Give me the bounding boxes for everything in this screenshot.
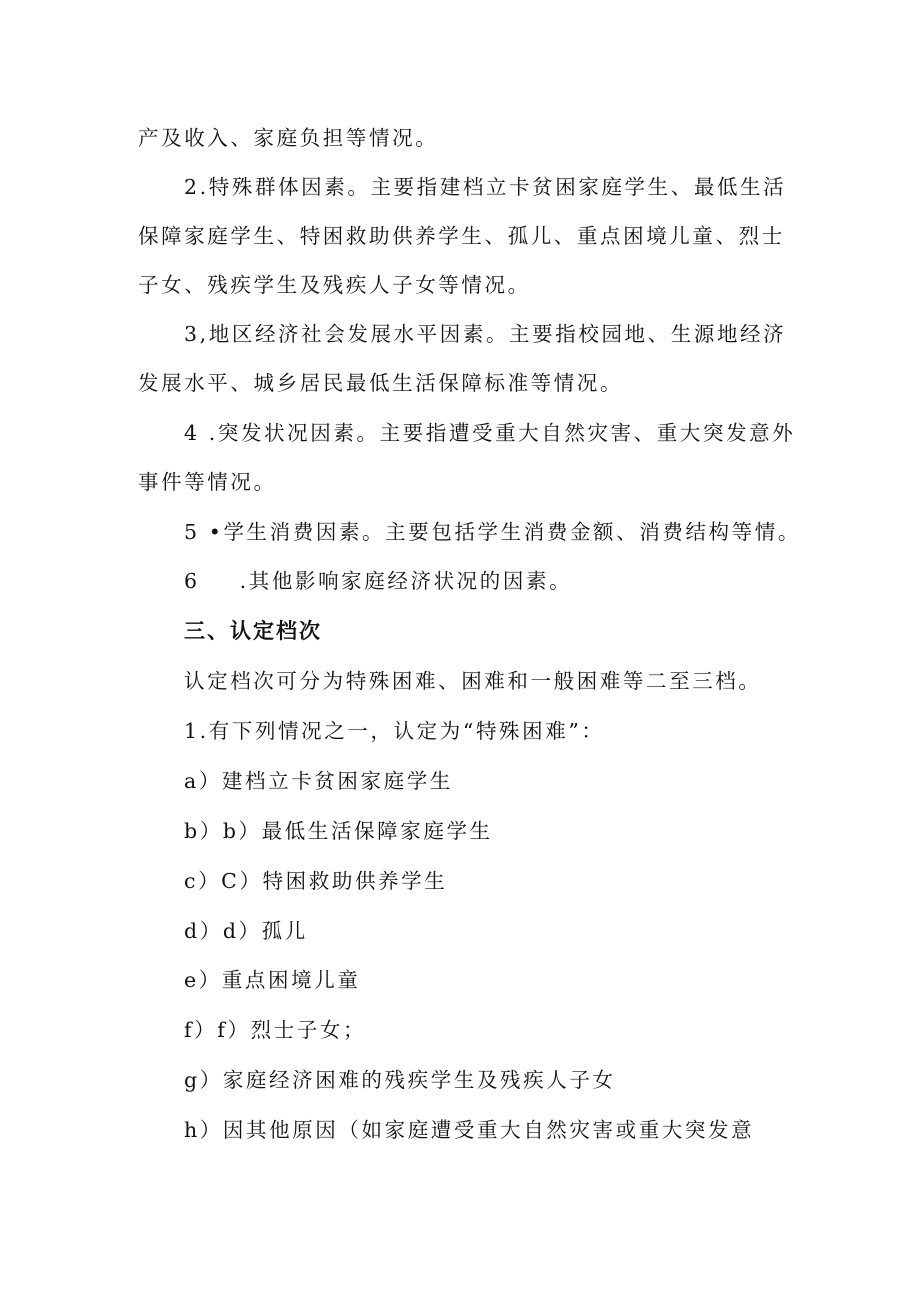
paragraph-line: 3,地区经济社会发展水平因素。主要指校园地、生源地经济 — [184, 322, 787, 346]
paragraph-line: 保障家庭学生、特困救助供养学生、孤儿、重点困境儿童、烈士 — [138, 224, 785, 248]
paragraph-line: 2.特殊群体因素。主要指建档立卡贫困家庭学生、最低生活 — [184, 175, 787, 199]
paragraph-line: 产及收入、家庭负担等情况。 — [138, 126, 439, 150]
list-item: b）b）最低生活保障家庭学生 — [184, 819, 493, 843]
list-number: 6 — [184, 569, 200, 593]
list-item: a）建档立卡贫困家庭学生 — [184, 769, 453, 793]
list-item: c）C）特困救助供养学生 — [184, 869, 448, 893]
section-heading: 三、认定档次 — [184, 619, 322, 643]
paragraph-line — [184, 571, 572, 592]
paragraph-line: 发展水平、城乡居民最低生活保障标准等情况。 — [138, 371, 624, 395]
paragraph-line: 4 .突发状况因素。主要指遭受重大自然灾害、重大突发意外 — [184, 421, 796, 445]
list-item: h）因其他原因（如家庭遭受重大自然灾害或重大突发意 — [184, 1118, 755, 1142]
list-item: g）家庭经济困难的残疾学生及残疾人子女 — [184, 1068, 616, 1092]
list-item: e）重点困境儿童 — [184, 968, 361, 992]
section-intro: 认定档次可分为特殊困难、困难和一般困难等二至三档。 — [184, 669, 762, 693]
list-item: f）f）烈士子女； — [184, 1018, 367, 1042]
paragraph-line: 5 •学生消费因素。主要包括学生消费金额、消费结构等情。 — [184, 520, 801, 544]
list-item: d）d）孤儿 — [184, 919, 308, 943]
paragraph-line: 子女、残疾学生及残疾人子女等情况。 — [138, 273, 531, 297]
paragraph-line: 事件等情况。 — [138, 470, 277, 494]
paragraph-text: .其他影响家庭经济状况的因素。 — [239, 569, 573, 593]
criteria-intro: 1.有下列情况之一，认定为“特殊困难”： — [184, 719, 605, 743]
